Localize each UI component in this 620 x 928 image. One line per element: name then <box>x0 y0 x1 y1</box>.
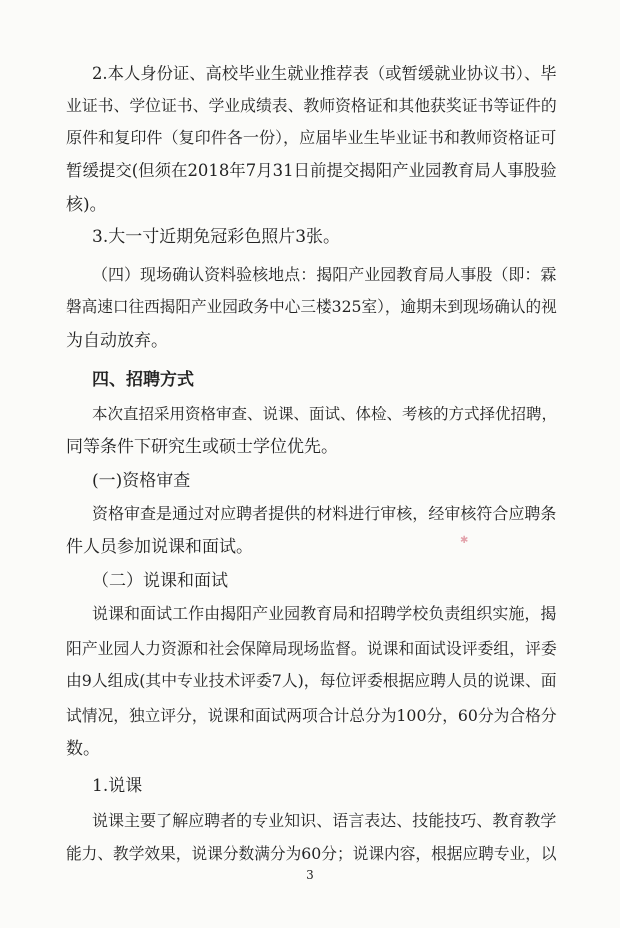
paragraph-line: 本次直招采用资格审查、说课、面试、体检、考核的方式择优招聘， <box>92 405 558 423</box>
paragraph-line: 业证书、学位证书、学业成绩表、教师资格证和其他获奖证书等证件的 <box>66 96 557 115</box>
paragraph-line: 原件和复印件（复印件各一份），应届毕业生毕业证书和教师资格证可 <box>66 128 557 147</box>
paragraph-line: 为自动放弃。 <box>66 331 168 351</box>
paragraph-line: 由9人组成(其中专业技术评委7人)，每位评委根据应聘人员的说课、面 <box>66 671 557 690</box>
stamp-smudge-icon: ✱ <box>460 535 469 546</box>
paragraph-line: 说课和面试工作由揭阳产业园教育局和招聘学校负责组织实施，揭 <box>92 604 557 623</box>
paragraph-line: 2.本人身份证、高校毕业生就业推荐表（或暂缓就业协议书）、毕 <box>92 64 557 83</box>
paragraph-line: 核)。 <box>66 195 107 215</box>
paragraph-line: 阳产业园人力资源和社会保障局现场监督。说课和面试设评委组，评委 <box>66 639 557 658</box>
paragraph-line: 磐高速口往西揭阳产业园政务中心三楼325室），逾期未到现场确认的视 <box>66 297 557 316</box>
paragraph-line: 四、招聘方式 <box>92 370 194 390</box>
paragraph-line: 件人员参加说课和面试。 <box>66 537 253 557</box>
paragraph-line: 3.大一寸近期免冠彩色照片3张。 <box>92 227 341 247</box>
paragraph-line: 同等条件下研究生或硕士学位优先。 <box>66 437 338 457</box>
paragraph-line: 资格审查是通过对应聘者提供的材料进行审核，经审核符合应聘条 <box>92 504 557 523</box>
paragraph-line: （二）说课和面试 <box>92 571 228 591</box>
paragraph-line: 说课主要了解应聘者的专业知识、语言表达、技能技巧、教育教学 <box>92 811 557 830</box>
paragraph-line: 暂缓提交(但须在2018年7月31日前提交揭阳产业园教育局人事股验 <box>66 161 557 180</box>
paragraph-line: 试情况，独立评分，说课和面试两项合计总分为100分，60分为合格分 <box>66 706 557 725</box>
page-number: 3 <box>306 868 314 882</box>
paragraph-line: 数。 <box>66 739 100 759</box>
paragraph-line: （四）现场确认资料验核地点：揭阳产业园教育局人事股（即：霖 <box>92 265 557 284</box>
paragraph-line: (一)资格审查 <box>92 471 191 491</box>
paragraph-line: 能力、教学效果，说课分数满分为60分；说课内容，根据应聘专业，以 <box>66 844 557 863</box>
paragraph-line: 1.说课 <box>92 776 143 796</box>
